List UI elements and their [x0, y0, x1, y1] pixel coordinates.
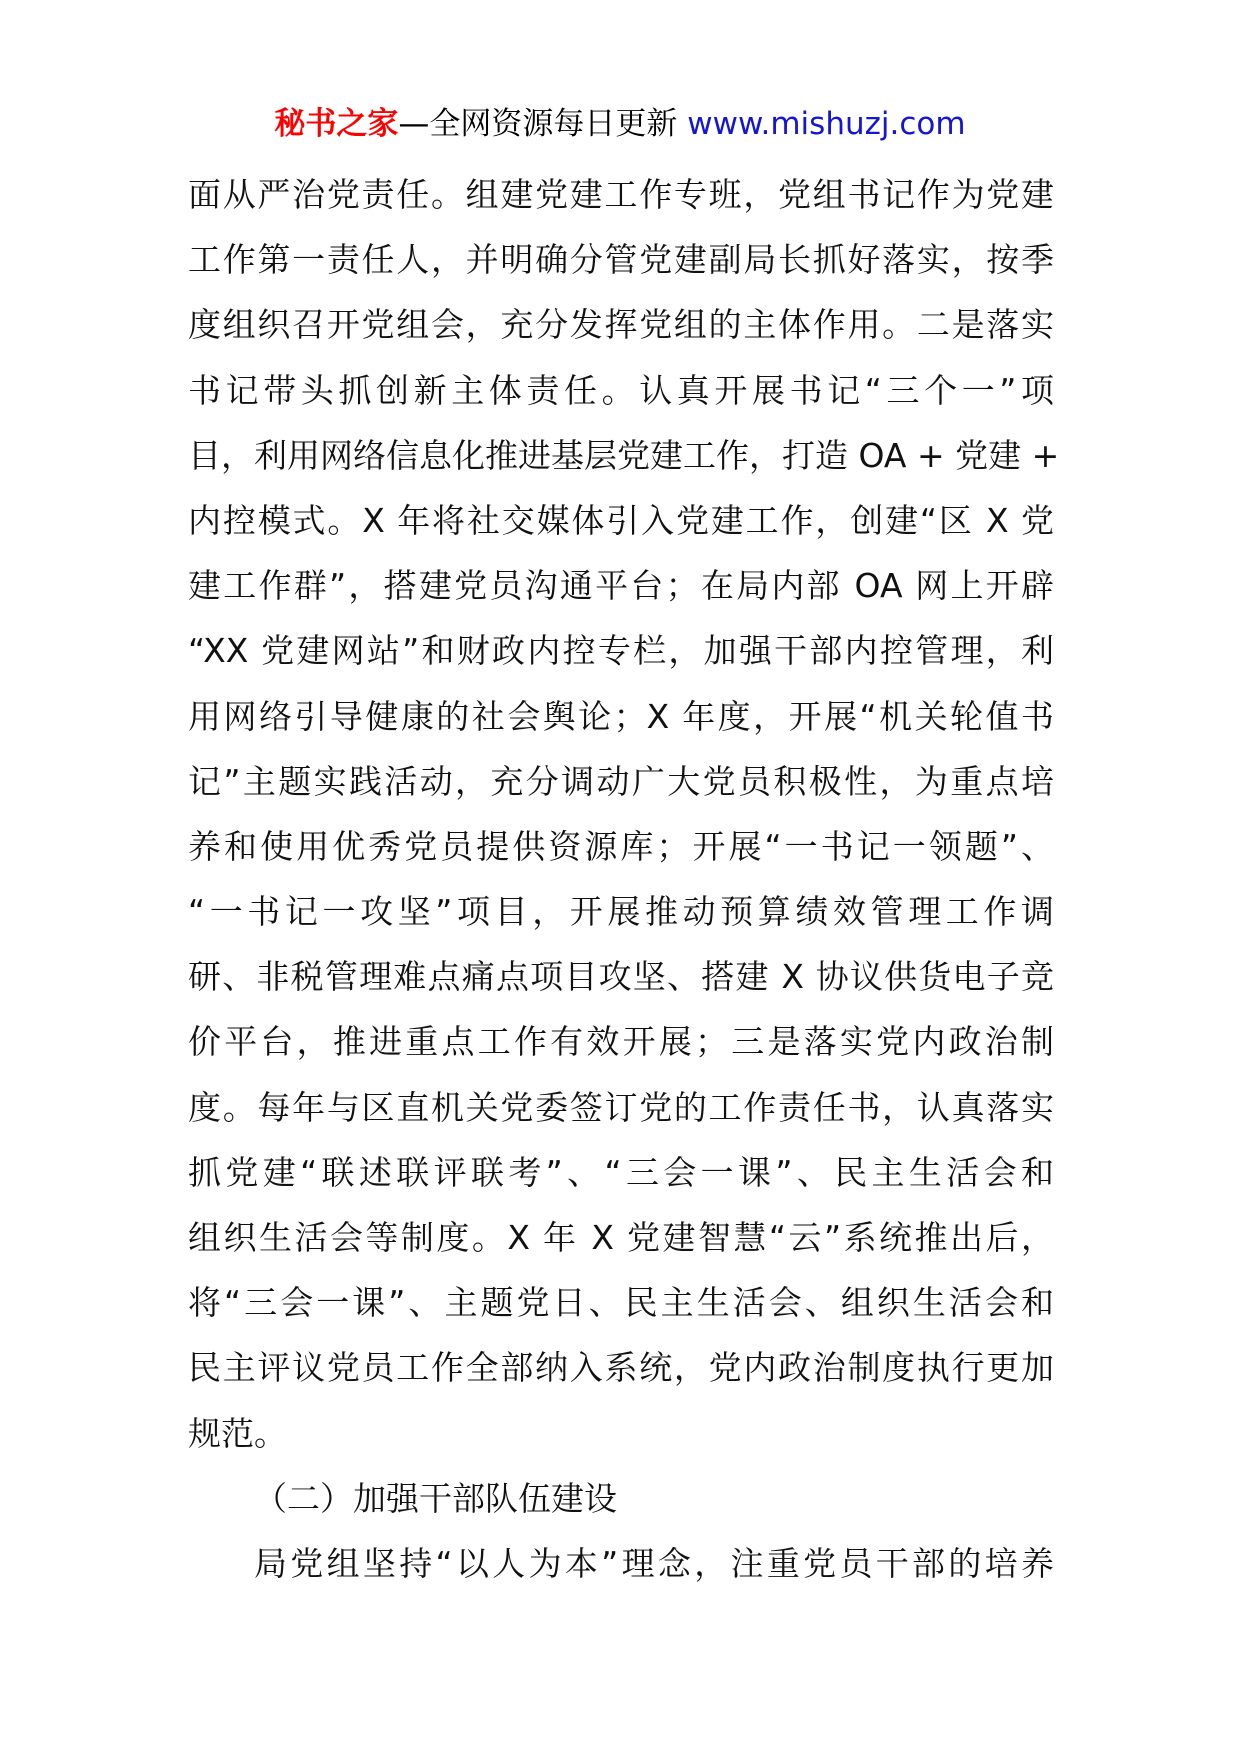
- text-line: 目，利用网络信息化推进基层党建工作，打造 OA + 党建 +: [188, 435, 1060, 475]
- text-line: 记”主题实践活动，充分调动广大党员积极性，为重点培: [188, 761, 1054, 801]
- text-line: 度组织召开党组会，充分发挥党组的主体作用。二是落实: [188, 305, 1054, 345]
- text-line: 民主评议党员工作全部纳入系统，党内政治制度执行更加: [188, 1348, 1054, 1388]
- text-line: 组织生活会等制度。X 年 X 党建智慧“云”系统推出后，: [188, 1218, 1054, 1257]
- text-line: 抓党建“联述联评联考”、“三会一课”、民主生活会和: [188, 1152, 1054, 1192]
- text-line: 用网络引导健康的社会舆论；X 年度，开展“机关轮值书: [188, 696, 1054, 736]
- text-line: 面从严治党责任。组建党建工作专班，党组书记作为党建: [188, 175, 1054, 214]
- text-line: 规范。: [188, 1413, 287, 1453]
- text-line: 内控模式。X 年将社交媒体引入党建工作，创建“区 X 党: [188, 500, 1054, 540]
- text-line: 将“三会一课”、主题党日、民主生活会、组织生活会和: [188, 1283, 1054, 1323]
- text-line: 价平台，推进重点工作有效开展；三是落实党内政治制: [188, 1022, 1054, 1062]
- text-line: 研、非税管理难点痛点项目攻坚、搭建 X 协议供货电子竞: [188, 957, 1054, 997]
- brand-name: 秘书之家: [274, 106, 399, 142]
- document-body: [188, 162, 1060, 1596]
- text-line: “一书记一攻坚”项目，开展推动预算绩效管理工作调: [188, 892, 1054, 932]
- text-line: 局党组坚持“以人为本”理念，注重党员干部的培养: [254, 1543, 1054, 1583]
- section-heading: （二）加强干部队伍建设: [254, 1478, 617, 1518]
- text-line: 度。每年与区直机关党委签订党的工作责任书，认真落实: [188, 1087, 1054, 1127]
- text-line: 书记带头抓创新主体责任。认真开展书记“三个一”项: [188, 370, 1054, 410]
- text-line: 养和使用优秀党员提供资源库；开展“一书记一领题”、: [188, 826, 1054, 866]
- text-line: 工作第一责任人，并明确分管党建副局长抓好落实，按季: [188, 240, 1054, 280]
- site-url-link[interactable]: www.mishuzj.com: [687, 106, 966, 142]
- text-line: 建工作群”，搭建党员沟通平台；在局内部 OA 网上开辟: [188, 566, 1054, 606]
- text-line: “XX 党建网站”和财政内控专栏，加强干部内控管理，利: [188, 631, 1054, 671]
- header-tagline: —全网资源每日更新: [398, 106, 678, 142]
- page-header: [0, 102, 1240, 146]
